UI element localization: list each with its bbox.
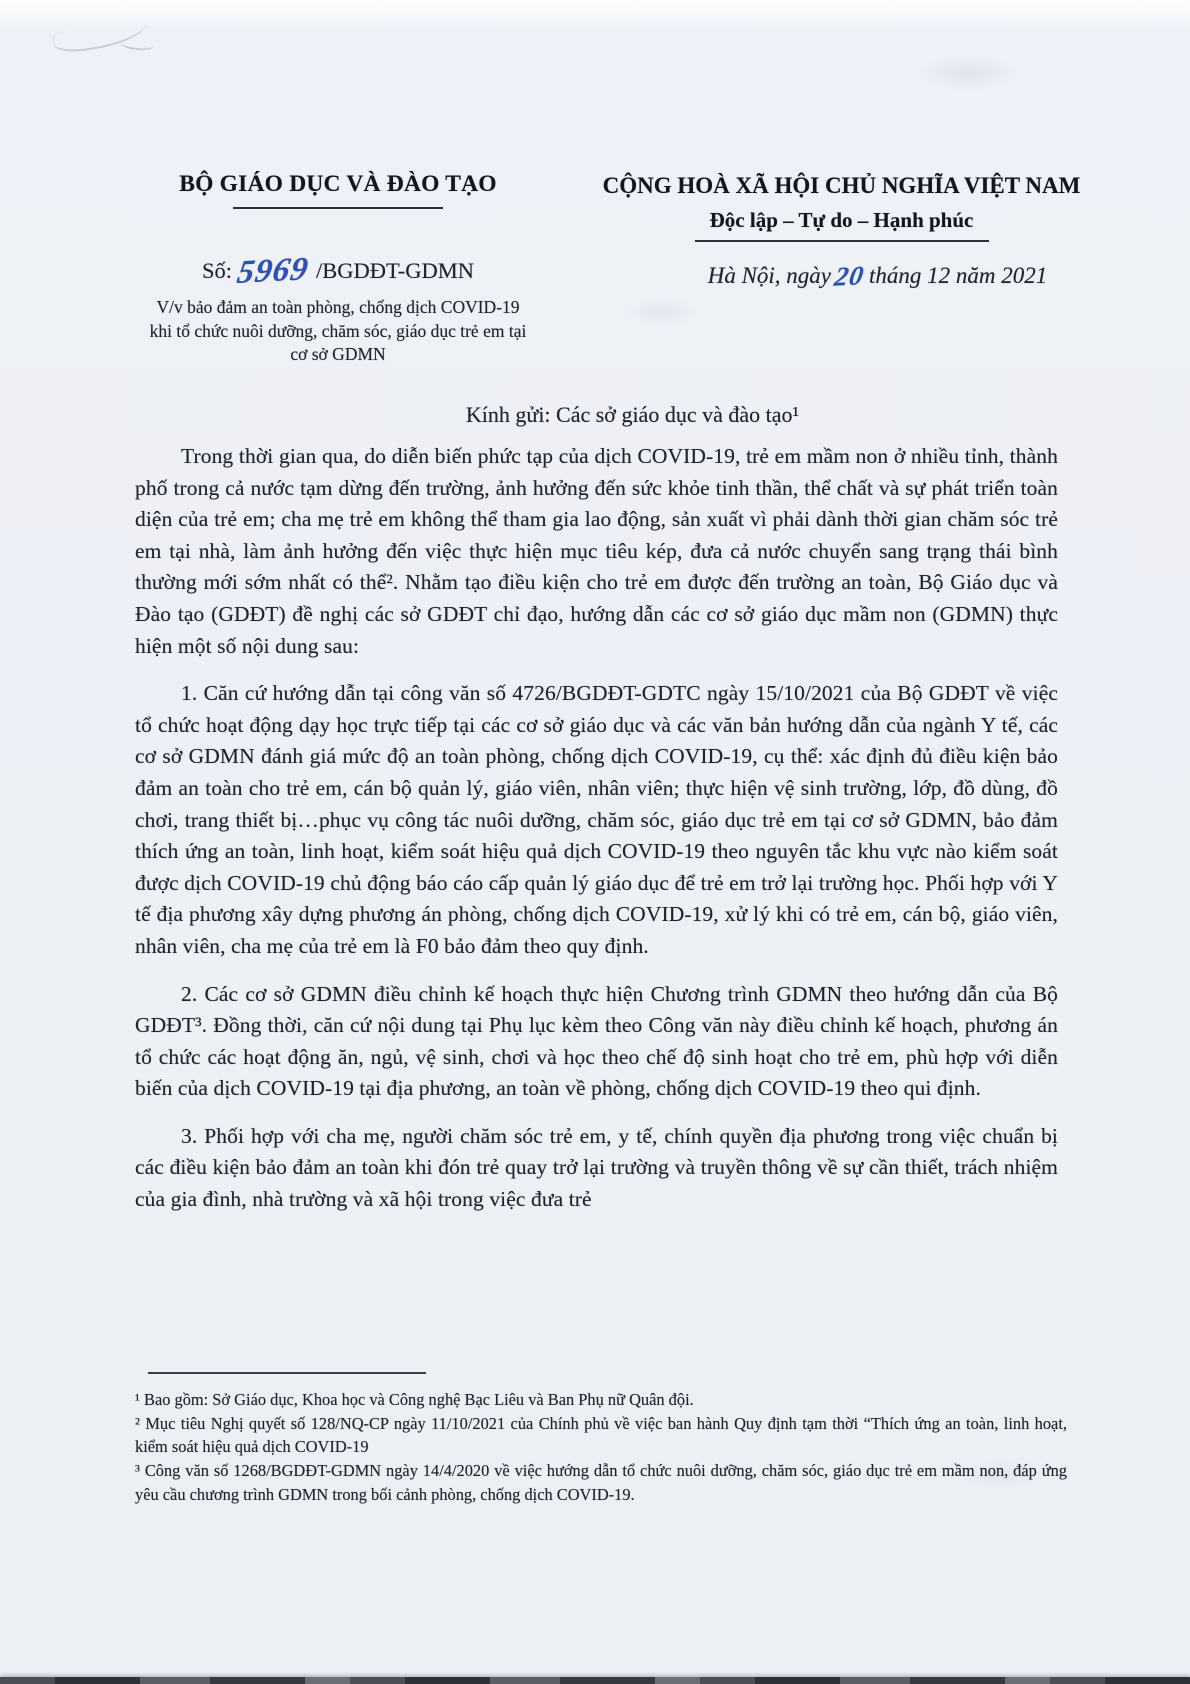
ministry-name: BỘ GIÁO DỤC VÀ ĐÀO TẠO [179,171,497,197]
place-date-suffix: tháng 12 năm 2021 [869,263,1048,288]
scanner-edge-artifact [0,1677,1190,1684]
paragraph-intro: Trong thời gian qua, do diễn biến phức tạp của dịch COVID-19, trẻ em mầm non ở nhiều tỉnh, thành phố trong cả nước tạm dừng đến trường, ảnh hưởng đến sức khỏe tinh thần, thể chất và sự phát triển toàn diện của trẻ em; cha mẹ trẻ em không thể tham gia lao động, sản xuất vì phải dành thời gian chăm sóc trẻ em tại nhà, làm ảnh hưởng đến việc thực hiện mục tiêu kép, đưa cả nước chuyển sang trạng thái bình thường mới sớm nhất có thể². Nhằm tạo điều kiện cho trẻ em được đến trường an toàn, Bộ Giáo dục và Đào tạo (GDĐT) đề nghị các sở GDĐT chỉ đạo, hướng dẫn các cơ sở giáo dục mầm non (GDMN) thực hiện một số nội dung sau: [135,444,1058,658]
footnote-2: ² Mục tiêu Nghị quyết số 128/NQ-CP ngày 11/10/2021 của Chính phủ về việc ban hành Quy định tạm thời “Thích ứng an toàn, linh hoạt, kiểm soát hiệu quả dịch COVID-19 [135,1413,1067,1457]
doc-number-handwritten: 5969 [234,251,312,291]
national-title: CỘNG HOÀ XÃ HỘI CHỦ NGHĨA VIỆT NAM [602,173,1081,198]
salutation-line: Kính gửi: Các sở giáo dục và đào tạo¹ [465,402,800,427]
footnote-separator [148,1372,426,1374]
ministry-underline [233,207,443,209]
header-left-column [148,170,528,367]
place-date-prefix: Hà Nội, ngày [707,263,832,288]
header-right-column [583,172,1100,293]
footnote-3: ³ Công văn số 1268/BGDĐT-GDMN ngày 14/4/2020 về việc hướng dẫn tổ chức nuôi dưỡng, chăm sóc, giáo dục trẻ em mầm non, đáp ứng yêu cầu chương trình GDMN trong bối cảnh phòng, chống dịch COVID-19. [135,1461,1067,1504]
doc-number-suffix: /BGDĐT-GDMN [316,258,474,283]
place-and-date-line [583,259,1100,293]
footnote-1: ¹ Bao gồm: Sở Giáo dục, Khoa học và Công nghệ Bạc Liêu và Ban Phụ nữ Quân đội. [135,1390,694,1409]
paragraph-item-1: 1. Căn cứ hướng dẫn tại công văn số 4726/BGDĐT-GDTC ngày 15/10/2021 của Bộ GDĐT về việc tổ chức hoạt động dạy học trực tiếp tại các cơ sở giáo dục và các văn bản hướng dẫn của ngành Y tế, các cơ sở GDMN đánh giá mức độ an toàn phòng, chống dịch COVID-19, cụ thể: xác định đủ điều kiện bảo đảm an toàn cho trẻ em, cán bộ quản lý, giáo viên, nhân viên; thực hiện vệ sinh trường, lớp, đồ dùng, đồ chơi, trang thiết bị…phục vụ công tác nuôi dưỡng, chăm sóc, giáo dục trẻ em tại cơ sở GDMN, bảo đảm thích ứng an toàn, linh hoạt, kiểm soát hiệu quả dịch COVID-19 theo nguyên tắc khu vực nào kiểm soát được dịch COVID-19 chủ động báo cáo cấp quản lý giáo dục để trẻ em trở lại trường học. Phối hợp với Y tế địa phương xây dựng phương án phòng, chống dịch COVID-19, xử lý khi có trẻ em, cán bộ, giáo viên, nhân viên, cha mẹ của trẻ em là F0 bảo đảm theo quy định. [135,681,1058,958]
footnotes-section [135,1388,1067,1507]
paragraph-item-2: 2. Các cơ sở GDMN điều chỉnh kế hoạch thực hiện Chương trình GDMN theo hướng dẫn của Bộ GDĐT³. Đồng thời, căn cứ nội dung tại Phụ lục kèm theo Công văn này điều chỉnh kế hoạch, phương án tổ chức các hoạt động ăn, ngủ, vệ sinh, chơi và học theo chế độ sinh hoạt cho trẻ em, phù hợp với diễn biến của dịch COVID-19 tại địa phương, an toàn về phòng, chống dịch COVID-19 theo qui định. [135,981,1058,1101]
doc-number-prefix: Số: [202,258,233,283]
document-number-line [148,253,528,289]
document-subject: V/v bảo đảm an toàn phòng, chống dịch COVID-19 khi tổ chức nuôi dưỡng, chăm sóc, giáo dục trẻ em tại cơ sở GDMN [149,297,527,364]
motto-underline [695,240,989,242]
scan-smudge-artifact [42,12,172,56]
document-body [135,441,1058,1232]
national-motto: Độc lập – Tự do – Hạnh phúc [709,208,974,232]
day-handwritten: 20 [832,260,867,292]
paragraph-item-3: 3. Phối hợp với cha mẹ, người chăm sóc trẻ em, y tế, chính quyền địa phương trong việc chuẩn bị các điều kiện bảo đảm an toàn khi đón trẻ quay trở lại trường và truyền thông về sự cần thiết, trách nhiệm của gia đình, nhà trường và xã hội trong việc đưa trẻ [135,1123,1058,1212]
